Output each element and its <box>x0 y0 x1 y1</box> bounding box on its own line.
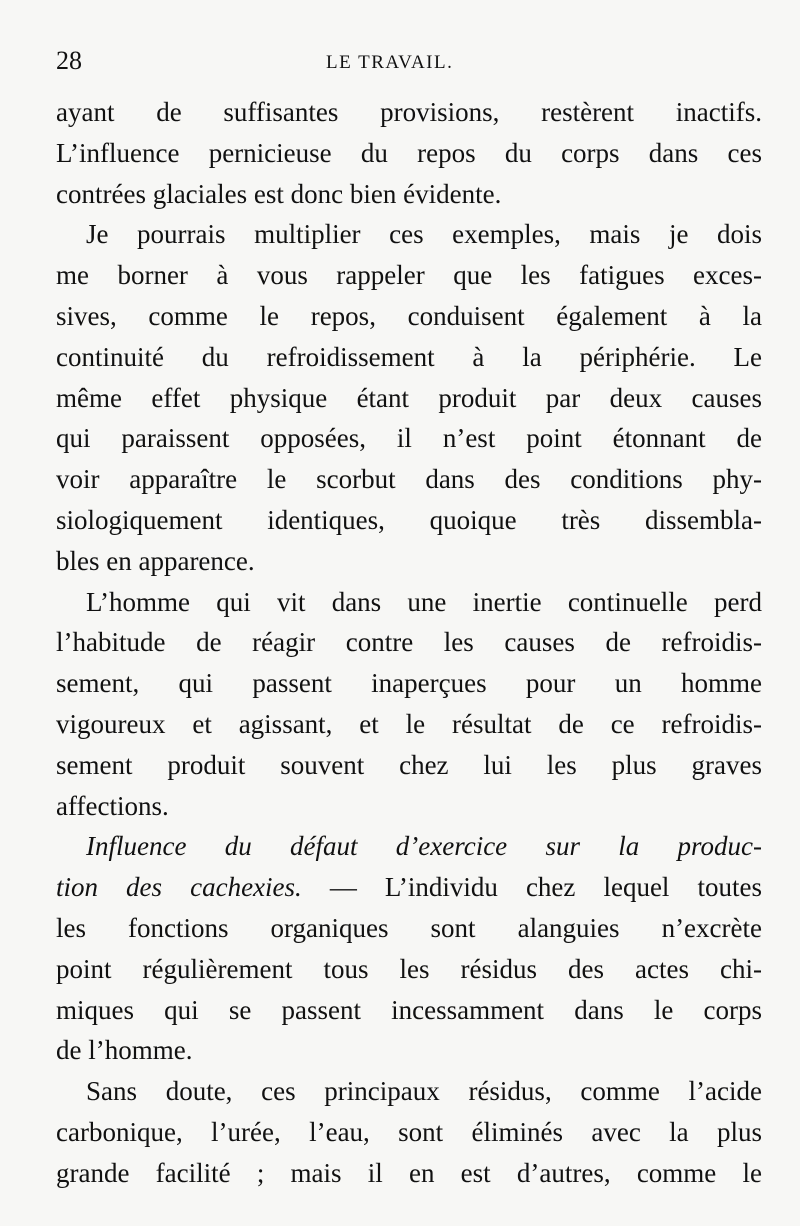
text-line: grande facilité ; mais il en est d’autres, comme le <box>56 1157 762 1188</box>
section-heading-continuation: tion des cachexies. <box>56 872 302 903</box>
text-line: point régulièrement tous les résidus des actes chi- <box>56 953 762 984</box>
text-line: même effet physique étant produit par deux causes <box>56 382 762 413</box>
text-line: Je pourrais multiplier ces exemples, mais je dois <box>86 219 762 250</box>
text-run: — L’individu chez lequel toutes <box>301 872 762 903</box>
body-text <box>56 92 762 1194</box>
text-line: de l’homme. <box>56 1035 193 1066</box>
text-line: L’homme qui vit dans une inertie continuelle perd <box>86 586 762 617</box>
text-line: les fonctions organiques sont alanguies n’excrète <box>56 912 762 943</box>
text-line: contrées glaciales est donc bien évidente. <box>56 178 502 209</box>
text-line: sement, qui passent inaperçues pour un homme <box>56 668 762 699</box>
text-line: ayant de suffisantes provisions, restèrent inactifs. <box>56 97 762 127</box>
section-heading-line: Influence du défaut d’exercice sur la produc- <box>86 831 762 862</box>
text-line: sement produit souvent chez lui les plus graves <box>56 749 762 780</box>
running-head: LE TRAVAIL. <box>326 52 454 73</box>
text-line: affections. <box>56 790 169 821</box>
text-line: miques qui se passent incessamment dans le corps <box>56 994 762 1025</box>
text-line: L’influence pernicieuse du repos du corps dans ces <box>56 137 762 168</box>
text-line: sives, comme le repos, conduisent également à la <box>56 300 762 331</box>
text-line: continuité du refroidissement à la périphérie. Le <box>56 341 762 372</box>
text-line: carbonique, l’urée, l’eau, sont éliminés avec la plus <box>56 1116 762 1147</box>
text-line: qui paraissent opposées, il n’est point étonnant de <box>56 423 762 454</box>
text-line: me borner à vous rappeler que les fatigues exces- <box>56 260 762 291</box>
text-line: vigoureux et agissant, et le résultat de ce refroidis- <box>56 708 762 739</box>
text-line: Sans doute, ces principaux résidus, comme l’acide <box>86 1076 762 1107</box>
text-line: voir apparaître le scorbut dans des conditions phy- <box>56 464 762 495</box>
text-line <box>56 867 762 908</box>
text-line: bles en apparence. <box>56 545 255 576</box>
page-header <box>56 46 762 82</box>
text-line: siologiquement identiques, quoique très dissembla- <box>56 504 762 535</box>
text-line: l’habitude de réagir contre les causes de refroidis- <box>56 627 762 658</box>
page-number: 28 <box>56 46 82 75</box>
